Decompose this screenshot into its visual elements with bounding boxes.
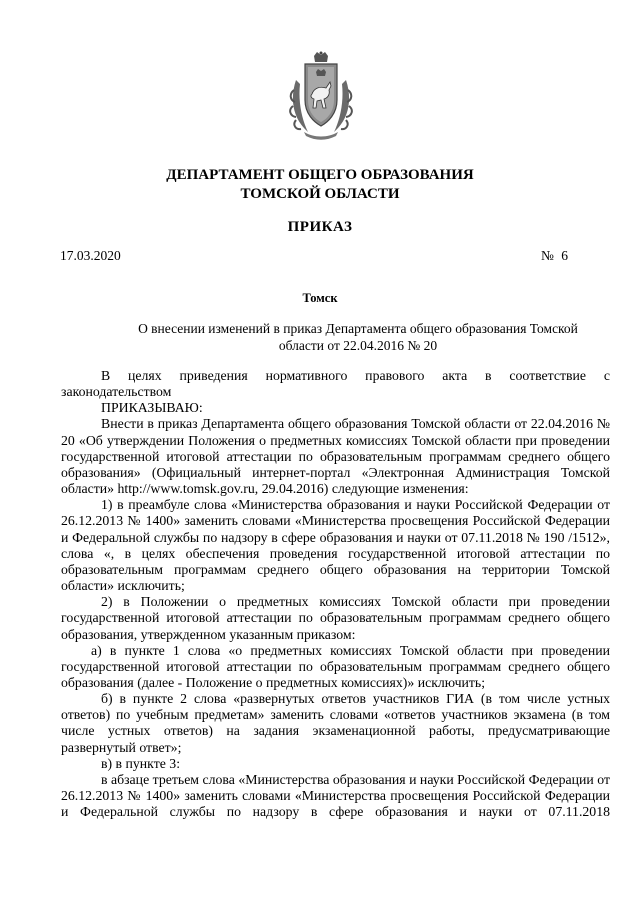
tomsk-coat-of-arms-icon — [286, 50, 356, 142]
document-type-title: ПРИКАЗ — [287, 219, 353, 235]
list-item-2c: в) в пункте 3: — [101, 755, 181, 771]
document-body — [61, 368, 610, 820]
organization-name-line1: ДЕПАРТАМЕНТ ОБЩЕГО ОБРАЗОВАНИЯ — [166, 167, 474, 183]
order-word: ПРИКАЗЫВАЮ: — [101, 400, 203, 416]
subject-line2: области от 22.04.2016 № 20 — [278, 338, 438, 353]
preamble-line2: законодательством — [61, 384, 172, 400]
list-item-2a: а) в пункте 1 слова «о предметных комиссиях Томской области при проведении государственной итоговой аттестации по образовательным программам среднего общего образования (далее - Положение о предметных комиссиях)» исключить; — [61, 642, 610, 690]
document-date: 17.03.2020 — [60, 248, 121, 263]
paragraph-main: Внести в приказ Департамента общего образования Томской области от 22.04.2016 № 20 «Об утверждении Положения о предметных комиссиях Томской области при проведении государственной итоговой аттестации по образовательным программам среднего общего образования» (Официальный интернет-портал «Электронная Администрация Томской области» http://www.tomsk.gov.ru, 29.04.2016) следующие изменения: — [61, 416, 610, 497]
list-item-2: 2) в Положении о предметных комиссиях Томской области при проведении государственной итоговой аттестации по образовательным программам среднего общего образования, утвержденном указанным приказом: — [61, 594, 610, 642]
list-item-2b: б) в пункте 2 слова «развернутых ответов участников ГИА (в том числе устных ответов) по учебным предметам» заменить словами «ответов участников экзамена (в том числе устных ответов) на задания экзаменационной работы, предусматривающие развернутый ответ»; — [61, 691, 610, 755]
list-item-1: 1) в преамбуле слова «Министерства образования и науки Российской Федерации от 26.12.2013 № 1400» заменить словами «Министерства просвещения Российской Федерации и Федеральной службы по надзору в сфере образования и науки от 07.11.2018 № 190 /1512», слова «, в целях обеспечения проведения государственной итоговой аттестации по образовательным программам среднего общего образования на территории Томской области» исключить; — [61, 497, 610, 594]
organization-name-line2: ТОМСКОЙ ОБЛАСТИ — [240, 186, 400, 202]
document-number: № 6 — [541, 248, 569, 263]
subject-line1: О внесении изменений в приказ Департамента общего образования Томской — [138, 321, 578, 336]
document-city: Томск — [302, 291, 338, 305]
list-item-2c-text: в абзаце третьем слова «Министерства образования и науки Российской Федерации от 26.12.2013 № 1400» заменить словами «Министерства просвещения Российской Федерации и Федеральной службы по надзору в сфере образования и науки от 07.11.2018 — [61, 771, 610, 820]
preamble-line1: В целях приведения нормативного правового акта в соответствие с — [101, 368, 610, 383]
